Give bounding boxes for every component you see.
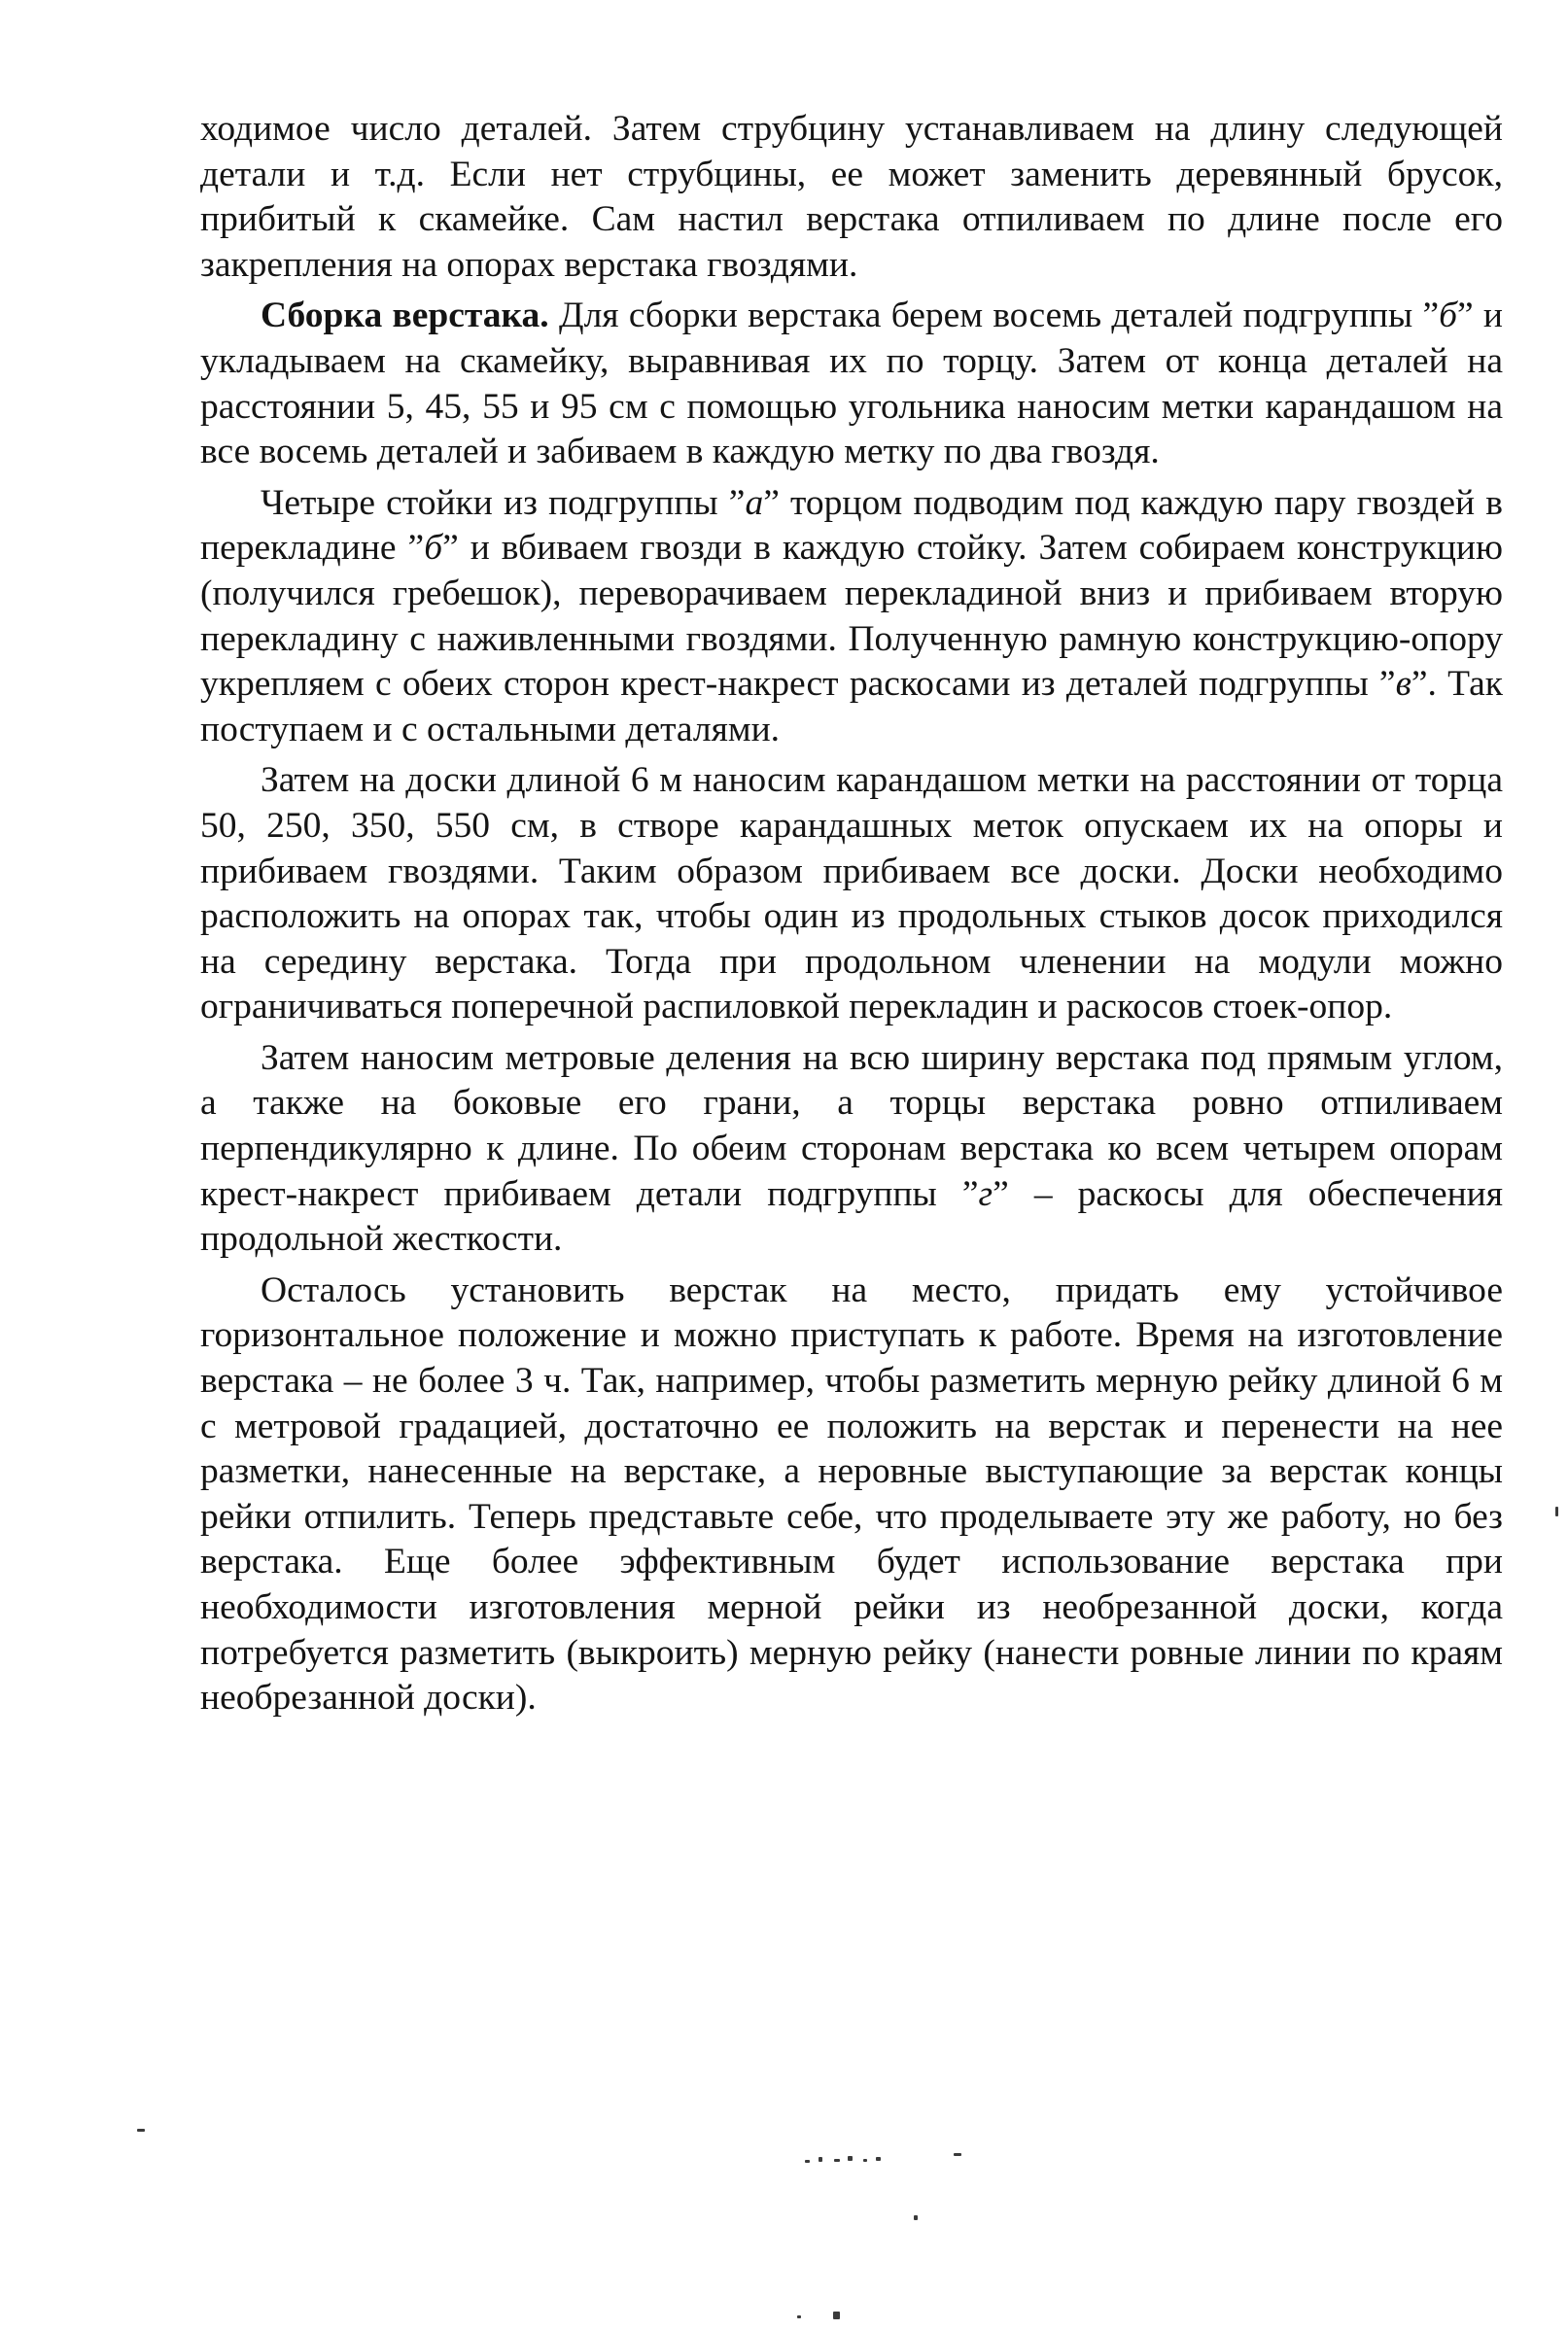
paragraph-2-assembly: [200, 294, 1503, 474]
scan-speck: [848, 2156, 853, 2161]
paragraph-1: ходимое число деталей. Затем струбцину устанавливаем на длину следующей детали и т.д. Если нет струбцины, ее может заменить деревянный брусок, прибитый к скамейке. Сам настил верстака отпиливаем по длине после его закрепления на опорах верстака гвоздями.: [200, 109, 1503, 285]
paragraph-2-text-b: ” и укладываем на скамейку, выравнивая их по торцу. Затем от конца деталей на расстоянии 5, 45, 55 и 95 см с помощью угольника наносим метки карандашом на все восемь деталей и забиваем в каждую метку по два гвоздя.: [200, 296, 1503, 472]
paragraph-3: [200, 481, 1503, 753]
scan-speck: [137, 2129, 145, 2132]
subgroup-letter: в: [1395, 664, 1411, 705]
scan-speck: [834, 2159, 840, 2162]
scan-speck: [914, 2215, 918, 2220]
subgroup-letter: б: [424, 528, 443, 569]
scan-speck: [819, 2157, 822, 2162]
paragraph-3-text-a: Четыре стойки из подгруппы ”: [261, 482, 746, 523]
scan-speck: [954, 2153, 961, 2156]
section-heading: Сборка верстака.: [261, 296, 549, 336]
subgroup-letter: а: [745, 482, 764, 523]
scan-speck: [863, 2159, 867, 2162]
subgroup-letter: г: [978, 1173, 993, 1214]
body-text: [200, 107, 1503, 1727]
paragraph-3-text-b: ” торцом подводим под каждую пару гвоздей в перекладине ”: [200, 482, 1503, 569]
paragraph-5-text-b: ” – раскосы для обеспечения продольной жесткости.: [200, 1173, 1503, 1260]
scan-speck: [797, 2315, 801, 2318]
paragraph-6: Осталось установить верстак на место, придать ему устойчивое горизонтальное положение и можно приступать к работе. Время на изготовление верстака – не более 3 ч. Так, например, чтобы разметить мерную рейку длиной 6 м с метровой градацией, достаточно ее положить на верстак и перенести на нее разметки, нанесенные на верстаке, а неровные выступающие за верстак концы рейки отпилить. Теперь представьте себе, что проделываете эту же работу, но без верстака. Еще более эффективным будет использование верстака при необходимости изготовления мерной рейки из необрезанной доски, когда потребуется разметить (выкроить) мерную рейку (нанести ровные линии по краям необрезанной доски).: [200, 1269, 1503, 1719]
scan-speck: [876, 2157, 881, 2161]
scan-speck: [1555, 1507, 1558, 1516]
paragraph-3-text-c: ” и вбиваем гвозди в каждую стойку. Затем собираем конструкцию (получился гребешок), переворачиваем перекладиной вниз и прибиваем вторую перекладину с наживленными гвоздями. Полученную рамную конструкцию-опору укрепляем с обеих сторон крест-накрест раскосами из деталей подгруппы ”: [200, 528, 1503, 705]
subgroup-letter: б: [1439, 296, 1457, 336]
paragraph-2-text-a: Для сборки верстака берем восемь деталей подгруппы ”: [548, 296, 1440, 336]
scan-speck: [805, 2160, 810, 2163]
paragraph-4: Затем на доски длиной 6 м наносим карандашом метки на расстоянии от торца 50, 250, 350, 550 см, в створе карандашных меток опускаем их на опоры и прибиваем гвоздями. Таким образом прибиваем все доски. Доски необходимо расположить на опорах так, чтобы один из продольных стыков досок приходился на середину верстака. Тогда при продольном членении на модули можно ограничиваться поперечной распиловкой перекладин и раскосов стоек-опор.: [200, 760, 1503, 1027]
paragraph-3-text-d: ”. Так поступаем и с остальными деталями.: [200, 664, 1503, 749]
scan-speck: [833, 2312, 840, 2319]
paragraph-5: [200, 1036, 1503, 1263]
paragraph-5-text-a: Затем наносим метровые деления на всю ширину верстака под прямым углом, а также на боковые его грани, а торцы верстака ровно отпиливаем перпендикулярно к длине. По обеим сторонам верстака ко всем четырем опорам крест-накрест прибиваем детали подгруппы ”: [200, 1037, 1503, 1214]
